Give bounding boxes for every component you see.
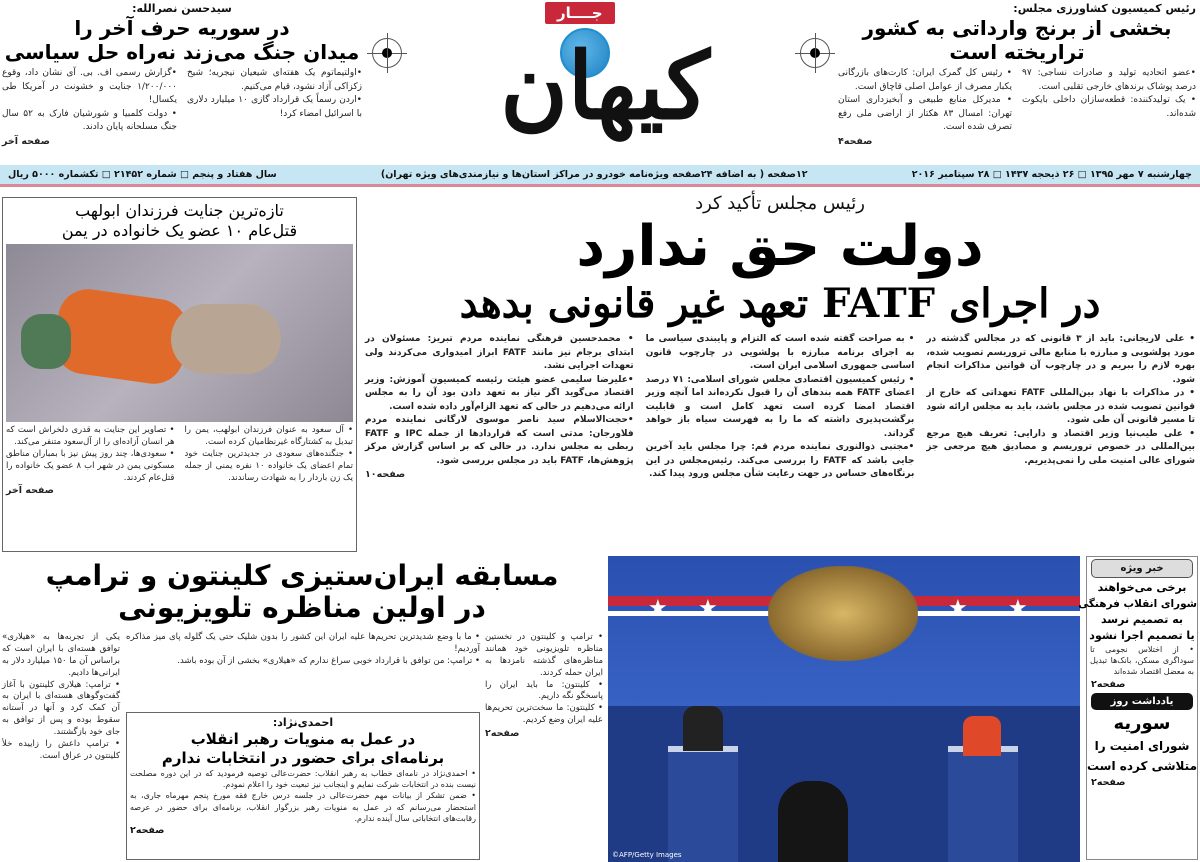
kicker: رئیس مجلس تأکید کرد <box>695 193 865 214</box>
debate-col-center <box>485 632 603 740</box>
bullet: •علیرضا سلیمی عضو هیئت رئیسه کمیسیون آموزش: وزیر اقتصاد می‌گوید اگر نیاز به تعهد دادن بود آن را به مجلس ارائه می‌دهیم در حالی که تعهد الزام‌آور داده شده است. <box>364 374 634 412</box>
bullet: • ترامپ: هیلاری کلینتون با آغاز گفت‌وگوهای هسته‌ای با ایران به آن کمک کرد و آنها در آستانه سقوط بوده و پس از توافق به جای خود بازگشتند. <box>2 679 120 738</box>
headline-line: متلاشی کرده است <box>1086 758 1197 773</box>
bullet: • ترامپ داعش را زاییده خلأ کلینتون در عراق است. <box>2 739 120 761</box>
headline-line: سوریه <box>1113 712 1171 734</box>
headline-line-1: تازه‌ترین جنایت فرزندان ابولهب <box>75 201 284 220</box>
bullet: • به صراحت گفته شده است که التزام و پایبندی سیاسی ما به اجرای برنامه مبارزه با پولشویی در چارچوب قانون اساسی جمهوری اسلامی ایران است. <box>645 334 915 371</box>
tag-editorial: یادداشت روز <box>1091 693 1193 710</box>
date: چهارشنبه ۷ مهر ۱۳۹۵ □ ۲۶ ذیحجه ۱۴۳۷ □ ۲۸ سپتامبر ۲۰۱۶ <box>911 169 1192 180</box>
headline-line-1: بخشی از برنج وارداتی به کشور <box>862 16 1172 40</box>
bullet: • احمدی‌نژاد در نامه‌ای خطاب به رهبر انقلاب: حضرت‌عالی توصیه فرمودید که در این دوره مصلحت نیست بنده در انتخابات شرکت نمایم و اینجانب نیز تبعیت خود را اعلام نمودم. <box>130 769 476 790</box>
headline-line: به تصمیم نرسد <box>1100 613 1184 626</box>
headline-line-2: در اولین مناظره تلویزیونی <box>118 591 486 624</box>
headline-line-2: میدان جنگ می‌زند نه‌راه حل سیاسی <box>4 40 360 64</box>
bullet: •گزارش رسمی اف. بی. آی نشان داد، وقوع ۱/۲۰۰/۰۰۰ جنایت و خشونت در آمریکا طی یکسال! <box>2 68 177 105</box>
page-ref: صفحه آخر <box>6 485 54 497</box>
headline-line: شورای امنیت را <box>1094 738 1190 753</box>
logo: کیهان <box>500 32 710 140</box>
masthead <box>425 0 785 160</box>
pages-info: ۱۲صفحه ( به اضافه ۲۴صفحه ویژه‌نامه خودرو در مراکز استان‌ها و نیازمندی‌های ویژه تهران) <box>380 169 808 180</box>
headline-line-1: در سوریه حرف آخر را <box>74 16 290 40</box>
bullet: • رئیس کمیسیون اقتصادی مجلس شورای اسلامی: ۷۱ درصد اعضای FATF همه بندهای آن را قبول نکرده‌اند اما آنچه وزیر اقتصاد امضا کرده است تعهد کامل است و قابلیت برگشت‌پذیری داشته که ما را به فهرست سیاه باز خواهد گرداند. <box>645 374 915 439</box>
bullet: •عضو اتحادیه تولید و صادرات نساجی: ۹۷ درصد پوشاک برندهای خارجی تقلبی است. <box>1022 68 1196 92</box>
bullet: • جنگنده‌های سعودی در جدیدترین جنایت خود تمام اعضای یک خانواده ۱۰ نفره یمنی از جمله یک زن باردار را به شهادت رساندند. <box>184 448 353 483</box>
bullet: •اولتیماتوم یک هفته‌ای شیعیان نیجریه؛ شیخ زکزاکی آزاد نشود، قیام می‌کنیم. <box>187 68 362 92</box>
headline-line-2: تراریخته است <box>949 40 1085 64</box>
bullet: • آل سعود به عنوان فرزندان ابولهب، یمن را تبدیل به کشتارگاه غیرنظامیان کرده است. <box>184 425 353 447</box>
registration-mark-icon <box>372 38 402 68</box>
headline-line-1: دولت حق ندارد <box>576 214 984 279</box>
right-top-story <box>838 2 1196 162</box>
headline-line-1: در عمل به منویات رهبر انقلاب <box>190 730 416 748</box>
page-ref: صفحه۲ <box>1091 678 1126 690</box>
bullet: • دولت کلمبیا و شورشیان فارک به ۵۲ سال جنگ مسلحانه پایان دادند. <box>2 108 177 132</box>
page-ref: صفحه آخر <box>2 135 50 147</box>
debate-story <box>2 560 602 624</box>
main-story <box>365 193 1195 553</box>
bullet: • تصاویر این جنایت به قدری دلخراش است که هر انسان آزاده‌ای را از آل‌سعود متنفر می‌کند. <box>6 425 175 447</box>
bullet: • از اختلاس نجومی تا سوداگری مسکن، بانک‌ها تبدیل به معضل اقتصاد شده‌اند <box>1090 645 1194 677</box>
page-ref: صفحه۲ <box>1091 776 1126 788</box>
ahmadinejad-story <box>126 712 480 860</box>
bullet: • ترامپ و کلینتون در نخستین مناظره تلویزیونی خود همانند مناظره‌های گذشته نامزدها به ایران حمله کردند. <box>485 632 603 678</box>
yemen-story <box>2 197 357 552</box>
kicker: رئیس کمیسیون کشاورزی مجلس: <box>1013 2 1196 15</box>
bullet: • سعودی‌ها، چند روز پیش نیز با بمباران مناطق مسکونی یمن در شهر اب ۸ عضو یک خانواده را قتل‌عام کردند. <box>6 448 175 483</box>
headline-line: یا تصمیم اجرا نشود <box>1089 629 1195 642</box>
page-ref: صفحه۴ <box>838 135 873 147</box>
bullet: •اردن رسماً یک قرارداد گازی ۱۰ میلیارد دلاری با اسرائیل امضاء کرد! <box>187 95 362 119</box>
bullet: یکی از تجربه‌ها به «هیلاری» توافق هسته‌ای با ایران است که براساس آن ما ۱۵۰ میلیارد دلار به ایرانی‌ها دادیم. <box>2 632 120 678</box>
issue-info: سال هفتاد و پنجم □ شماره ۲۱۴۵۲ □ تکشماره ۵۰۰۰ ریال <box>8 169 277 180</box>
headline-line-2: برنامه‌ای برای حضور در انتخابات ندارم <box>161 749 445 767</box>
headline-line: برخی می‌خواهند <box>1097 581 1187 594</box>
bullet: • کلینتون: ما باید ایران را پاسخگو نگه داریم. <box>485 679 603 702</box>
page-ref: صفحه۲ <box>130 824 165 836</box>
headline-line-2: قتل‌عام ۱۰ عضو یک خانواده در یمن <box>61 221 298 240</box>
photo-credit: ©AFP/Getty Images <box>612 851 682 859</box>
bullet: • کلینتون: ما سخت‌ترین تحریم‌ها علیه ایران وضع کردیم. <box>485 703 603 726</box>
registration-mark-icon <box>800 38 830 68</box>
headline-line: شورای انقلاب فرهنگی <box>1078 598 1197 610</box>
headline-line-2: در اجرای FATF تعهد غیر قانونی بدهد <box>459 280 1101 327</box>
logo-badge: جــــار <box>545 2 615 24</box>
bullet: • ترامپ: من توافق با قرارداد خوبی سراغ ندارم که «هیلاری» بخشی از آن بوده باشد. <box>177 655 480 666</box>
sidebar <box>1078 556 1198 860</box>
page-ref: صفحه۱۰ <box>364 469 406 480</box>
debate-col-far-left <box>2 632 120 763</box>
bullet: •حجت‌الاسلام سید ناصر موسوی لارگانی نماینده مردم فلاورجان: مدتی است که قراردادها از جمله IPC و FATF ربطی به مجلس ندارد. در حالی که بر اساس گزارش مرکز پژوهش‌ها، FATF باید در مجلس بررسی شود. <box>364 415 634 466</box>
page-ref: صفحه۲ <box>485 728 520 740</box>
eagle-seal <box>768 566 918 661</box>
bullet: • علی لاریجانی: باید از ۳ قانونی که در مجالس گذشته در مورد پولشویی و مبارزه با منابع مالی تروریسم تصویب شده، بهره لازم را ببریم و در چارچوب آن قوانین مذاکرات انجام شود. <box>926 334 1195 385</box>
bullet: • ضمن تشکر از بیانات مهم حضرت‌عالی در جلسه درس خارج فقه مورخ پنجم مهرماه جاری، به استحضار می‌رسانم که در عمل به منویات رهبر بزرگوار انقلاب، برنامه‌ای برای حضور در عرصه رقابت‌های انتخاباتی سال آینده ندارم. <box>130 791 476 823</box>
kicker: احمدی‌نژاد: <box>272 716 334 729</box>
debate-photo: ★ ★ ★ ★ ©AFP/Getty Images <box>608 556 1080 862</box>
date-bar <box>0 165 1200 187</box>
tag-special-news: خبر ویژه <box>1091 559 1193 578</box>
debate-bullets <box>126 632 480 668</box>
left-top-story <box>2 2 362 162</box>
bullet: • علی طیب‌نیا وزیر اقتصاد و دارایی: تعریف هیچ مرجع بین‌المللی در خصوص تروریسم و مصادیق هیچ مرجعی جز شورای عالی امنیت ملی را نمی‌پذیریم. <box>926 428 1195 466</box>
bullet: •مجتبی ذوالنوری نماینده مردم قم: چرا مجلس باید آخرین جایی باشد که FATF را بررسی می‌کند. رئیس‌مجلس در این برنگاه‌های حساس در جهت رعایت شأن مجلس ورود پیدا کند. <box>645 442 915 479</box>
yemen-photo <box>6 244 353 422</box>
bullet: • محمدحسین فرهنگی نماینده مردم تبریز: مسئولان در ابتدای برجام نیز مانند FATF ابراز امیدواری می‌کردند ولی تعهدات اجرایی نشد. <box>364 334 634 371</box>
bullet: • یک تولیدکننده: قطعه‌سازان داخلی بایکوت شده‌اند. <box>1022 95 1196 119</box>
bullet: • مدیرکل منابع طبیعی و آبخیزداری استان تهران: امسال ۸۳ هکتار از اراضی ملی رفع تصرف شده است. <box>838 95 1012 132</box>
kicker: سیدحسن نصرالله: <box>132 2 232 15</box>
headline-line-1: مسابقه ایران‌ستیزی کلینتون و ترامپ <box>45 559 559 592</box>
bullet: • ما با وضع شدیدترین تحریم‌ها علیه ایران این کشور را بدون شلیک حتی یک گلوله پای میز مذاکره آوردیم! <box>126 632 480 654</box>
bullet: • رئیس کل گمرک ایران: کارت‌های بازرگانی یکبار مصرف از عوامل اصلی قاچاق است. <box>838 68 1012 92</box>
bullet: • در مذاکرات با نهاد بین‌المللی FATF تعهداتی که خارج از قوانین تصویب شده در مجلس باشد، باید به مجلس ارائه شود تا مسیر قانونی آن طی شود. <box>926 388 1195 425</box>
